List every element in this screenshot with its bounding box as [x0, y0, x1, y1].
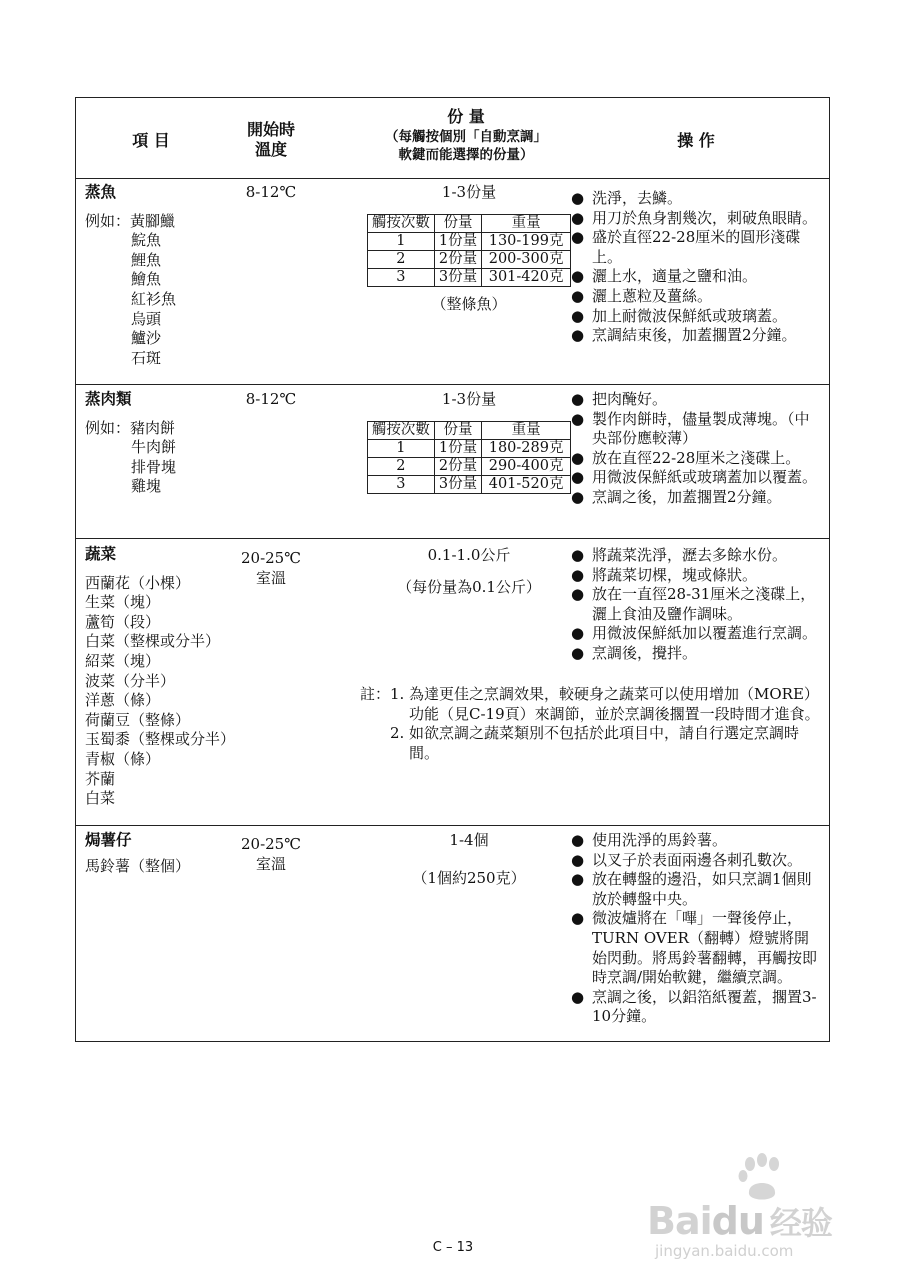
th-press: 觸按次數	[367, 421, 434, 439]
cell: 130-199克	[482, 232, 571, 250]
row-temp: 8-12℃	[245, 183, 297, 201]
header-temp-line1: 開始時	[246, 120, 295, 139]
example-prefix: 例如：	[85, 211, 131, 230]
example: 鱠魚	[131, 270, 162, 289]
th-weight: 重量	[482, 421, 571, 439]
operation-step: ● 用微波保鮮紙加以覆蓋進行烹調。	[571, 624, 821, 644]
cell: 1份量	[434, 232, 481, 250]
cell: 1份量	[434, 439, 481, 457]
cooking-table	[75, 97, 830, 1042]
example: 洋蔥（條）	[85, 691, 161, 710]
cell: 2	[367, 457, 434, 475]
row-operations	[571, 546, 821, 664]
operation-step: ● 烹調結束後，加蓋擱置2分鐘。	[571, 326, 821, 346]
header-qty-sub1: （每觸按個別「自動烹調」	[385, 129, 547, 145]
example: 豬肉餅	[130, 418, 176, 437]
cell: 180-289克	[482, 439, 571, 457]
operation-step: ● 加上耐微波保鮮紙或玻璃蓋。	[571, 307, 821, 327]
example: 蘆筍（段）	[85, 612, 161, 631]
operation-step: ● 放在一直徑28-31厘米之淺碟上，灑上食油及鹽作調味。	[571, 585, 821, 624]
cell: 3	[367, 268, 434, 286]
note-number: 2.	[390, 724, 405, 743]
cell: 401-520克	[482, 475, 571, 493]
notes-label: 註：	[360, 685, 391, 703]
cell: 2份量	[434, 457, 481, 475]
qty-range: 0.1-1.0公斤	[427, 546, 511, 564]
note-text: 為達更佳之烹調效果，較硬身之蔬菜可以使用增加（MORE）功能（見C-19頁）來調節，並於烹調後擱置一段時間才進食。	[409, 685, 820, 723]
note-item	[360, 724, 826, 763]
operation-step: ● 將蔬菜洗淨，瀝去多餘水份。	[571, 546, 821, 566]
examples	[85, 419, 235, 497]
divider	[76, 384, 829, 385]
example: 排骨塊	[131, 457, 177, 476]
th-portion: 份量	[434, 421, 481, 439]
qty-table-row	[367, 475, 570, 493]
divider	[76, 178, 829, 179]
qty-range: 1-4個	[449, 831, 489, 849]
operation-step: ● 烹調之後，加蓋擱置2分鐘。	[571, 488, 821, 508]
header-qty-sub2: 軟鍵而能選擇的份量）	[398, 147, 534, 163]
row-operations	[571, 831, 821, 1027]
example: 馬鈴薯（整個）	[85, 856, 191, 875]
row-name: 蔬菜	[85, 545, 117, 563]
cell: 1	[367, 439, 434, 457]
qty-table-header	[367, 214, 570, 232]
cell: 3	[367, 475, 434, 493]
cell: 3份量	[434, 268, 481, 286]
th-press: 觸按次數	[367, 214, 434, 232]
qty-table	[367, 421, 571, 494]
row-temp	[221, 835, 321, 874]
temp-range: 20-25℃	[240, 835, 302, 853]
operation-step: ● 使用洗淨的馬鈴薯。	[571, 831, 821, 851]
temp-room: 室溫	[255, 854, 286, 873]
note-number: 1.	[390, 685, 405, 703]
watermark-text	[647, 1198, 832, 1244]
qty-table	[367, 214, 571, 287]
example: 白菜（整棵或分半）	[85, 632, 221, 651]
operation-step: ● 烹調之後，以鋁箔紙覆蓋，擱置3-10分鐘。	[571, 988, 821, 1027]
note-indent	[360, 724, 390, 763]
example: 紹菜（塊）	[85, 651, 161, 670]
example: 芥蘭	[85, 769, 116, 788]
row-operations	[571, 189, 821, 346]
operation-step: ● 將蔬菜切棵，塊或條狀。	[571, 566, 821, 586]
row-name: 蒸魚	[85, 183, 117, 201]
examples	[85, 574, 265, 809]
example-line	[85, 419, 235, 439]
qty-table-row	[367, 232, 570, 250]
examples	[85, 212, 235, 369]
page-number: C – 13	[432, 1240, 474, 1255]
qty-table-row	[367, 457, 570, 475]
row-steam-meat-item	[85, 390, 235, 497]
temp-range: 20-25℃	[240, 549, 302, 567]
example: 波菜（分半）	[85, 671, 176, 690]
cell: 290-400克	[482, 457, 571, 475]
header-qty-title: 份 量	[447, 107, 485, 126]
row-baked-potato-item	[85, 831, 235, 876]
operation-step: ● 製作肉餅時，儘量製成薄塊。（中央部份應較薄）	[571, 410, 821, 449]
operation-step: ● 灑上水，適量之鹽和油。	[571, 267, 821, 287]
header-temp	[221, 120, 321, 160]
header-operation: 操 作	[677, 131, 715, 150]
cell: 2份量	[434, 250, 481, 268]
operation-step: ● 放在轉盤的邊沿，如只烹調1個則放於轉盤中央。	[571, 870, 821, 909]
row-temp: 8-12℃	[245, 390, 297, 408]
operation-step: ● 用微波保鮮紙或玻璃蓋加以覆蓋。	[571, 468, 821, 488]
note-item	[360, 685, 826, 724]
qty-note: （每份量為0.1公斤）	[397, 577, 541, 596]
example: 牛肉餅	[131, 438, 177, 457]
example: 荷蘭豆（整條）	[85, 710, 191, 729]
watermark-url: jingyan.baidu.com	[655, 1242, 794, 1260]
temp-room: 室溫	[255, 568, 286, 587]
divider	[76, 538, 829, 539]
watermark-cn: 经验	[769, 1204, 832, 1242]
header-item: 項 目	[132, 131, 170, 150]
watermark-brand: Bai	[647, 1199, 712, 1243]
qty-table-header	[367, 421, 570, 439]
row-name: 焗薯仔	[85, 831, 132, 849]
qty-note: （1個約250克）	[412, 868, 526, 887]
qty-table-row	[367, 250, 570, 268]
qty-range: 1-3份量	[441, 390, 497, 408]
qty-table-row	[367, 268, 570, 286]
row-operations	[571, 390, 821, 508]
example-prefix: 例如：	[85, 418, 131, 437]
cell: 200-300克	[482, 250, 571, 268]
qty-table-row	[367, 439, 570, 457]
operation-step: ● 灑上蔥粒及薑絲。	[571, 287, 821, 307]
example: 白菜	[85, 789, 116, 808]
row-temp	[221, 549, 321, 588]
example: 雞塊	[131, 477, 162, 496]
operation-step: ● 用刀於魚身割幾次，刺破魚眼睛。	[571, 209, 821, 229]
cell: 1	[367, 232, 434, 250]
row-steam-fish-item	[85, 183, 235, 368]
operation-step: ● 洗淨，去鱗。	[571, 189, 821, 209]
qty-note: （整條魚）	[431, 294, 507, 313]
divider	[76, 825, 829, 826]
example: 西蘭花（小棵）	[85, 573, 191, 592]
example: 黃腳鱲	[130, 211, 176, 230]
cell: 301-420克	[482, 268, 571, 286]
row-name: 蒸肉類	[85, 390, 132, 408]
operation-step: ● 把肉醃好。	[571, 390, 821, 410]
watermark-brand2: du	[711, 1199, 764, 1243]
example-line	[85, 212, 235, 232]
operation-step: ● 烹調後，攪拌。	[571, 644, 821, 664]
example: 紅衫魚	[131, 289, 177, 308]
operation-step: ● 微波爐將在「嗶」一聲後停止，TURN OVER（翻轉）燈號將開始閃動。將馬鈴薯翻轉，再觸按即時烹調/開始軟鍵，繼續烹調。	[571, 909, 821, 987]
example: 玉蜀黍（整棵或分半）	[85, 730, 236, 749]
operation-step: ● 盛於直徑22-28厘米的圓形淺碟上。	[571, 228, 821, 267]
cell: 3份量	[434, 475, 481, 493]
example: 石斑	[131, 348, 162, 367]
qty-range: 1-3份量	[441, 183, 497, 201]
example: 青椒（條）	[85, 749, 161, 768]
example: 鯉魚	[131, 250, 162, 269]
operation-step: ● 放在直徑22-28厘米之淺碟上。	[571, 449, 821, 469]
th-weight: 重量	[482, 214, 571, 232]
example: 鱸沙	[131, 329, 162, 348]
example: 鯇魚	[131, 231, 162, 250]
note-text: 如欲烹調之蔬菜類別不包括於此項目中，請自行選定烹調時間。	[409, 724, 800, 762]
example: 生菜（塊）	[85, 593, 161, 612]
header-temp-line2: 溫度	[254, 140, 287, 159]
vegetable-notes	[360, 685, 826, 763]
th-portion: 份量	[434, 214, 481, 232]
cell: 2	[367, 250, 434, 268]
operation-step: ● 以叉子於表面兩邊各刺孔數次。	[571, 851, 821, 871]
example: 烏頭	[131, 309, 162, 328]
